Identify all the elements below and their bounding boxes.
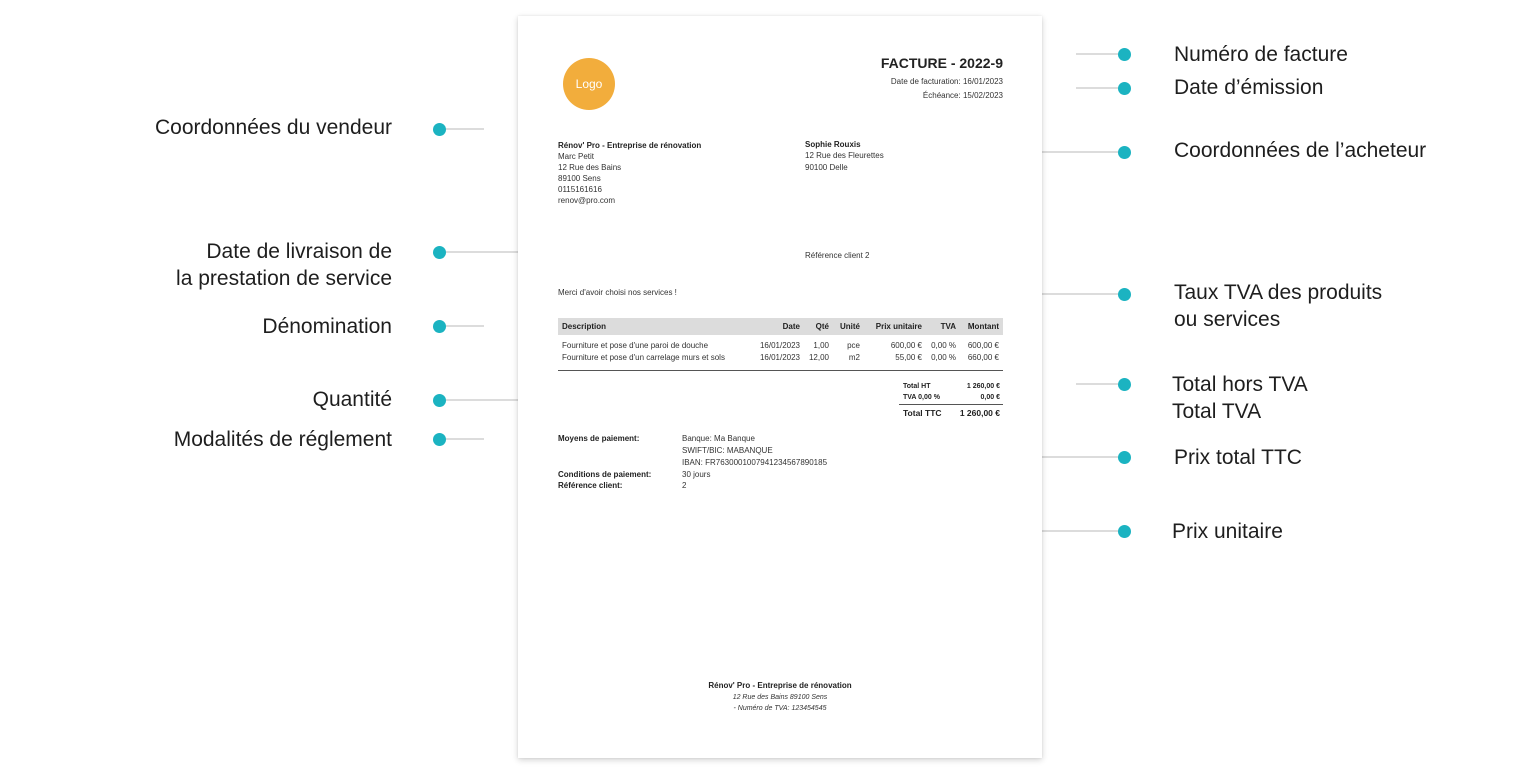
label-vat-rate-line1: Taux TVA des produits [1174, 281, 1383, 304]
payment-conditions-label: Conditions de paiement: [558, 470, 652, 479]
totals-divider [899, 404, 1003, 405]
label-payment-terms: Modalités de réglement [173, 428, 392, 451]
cell-date: 16/01/2023 [759, 353, 800, 362]
label-buyer-details: Coordonnées de l’acheteur [1174, 139, 1427, 162]
label-issue-date: Date d’émission [1174, 76, 1324, 99]
client-reference: Référence client 2 [805, 251, 870, 260]
buyer-name: Sophie Rouxis [805, 140, 861, 149]
seller-street: 12 Rue des Bains [558, 163, 622, 172]
marker-dot [1118, 451, 1131, 464]
seller-name: Rénov' Pro - Entreprise de rénovation [558, 141, 702, 150]
cell-unit: pce [847, 341, 860, 350]
col-unit: Unité [840, 322, 860, 331]
marker-dot [1118, 48, 1131, 61]
col-description: Description [562, 322, 607, 331]
seller-phone: 0115161616 [558, 185, 602, 194]
footer-company: Rénov' Pro - Entreprise de rénovation [708, 681, 852, 690]
payment-bank: Banque: Ma Banque [682, 434, 755, 443]
payment-iban: IBAN: FR7630001007941234567890185 [682, 458, 828, 467]
cell-vat: 0,00 % [931, 341, 956, 350]
seller-email: renov@pro.com [558, 196, 616, 205]
footer-address: 12 Rue des Bains 89100 Sens [732, 694, 828, 701]
footer-vat-number: - Numéro de TVA: 123454545 [733, 705, 827, 712]
total-tva-label: TVA 0,00 % [903, 394, 940, 401]
col-date: Date [782, 322, 800, 331]
thanks-message: Merci d'avoir choisi nos services ! [558, 288, 677, 297]
cell-amount: 600,00 € [967, 341, 999, 350]
marker-dot [1118, 146, 1131, 159]
total-ht-value: 1 260,00 € [966, 383, 1000, 390]
total-ttc-label: Total TTC [903, 408, 942, 418]
label-seller-details: Coordonnées du vendeur [154, 116, 392, 139]
marker-dot [1118, 525, 1131, 538]
label-unit-price: Prix unitaire [1172, 520, 1283, 543]
payment-swift: SWIFT/BIC: MABANQUE [682, 446, 773, 455]
payment-methods-label: Moyens de paiement: [558, 434, 640, 443]
label-total-tva: Total TVA [1172, 400, 1262, 423]
invoice-date: Date de facturation: 16/01/2023 [890, 77, 1003, 86]
payment-conditions-value: 30 jours [682, 470, 711, 479]
marker-dot [1118, 378, 1131, 391]
invoice-page [518, 16, 1042, 758]
marker-dot [1118, 288, 1131, 301]
label-delivery-date-line2: la prestation de service [176, 267, 392, 290]
label-invoice-number: Numéro de facture [1174, 43, 1348, 66]
company-logo: Logo [563, 58, 615, 110]
cell-date: 16/01/2023 [759, 341, 800, 350]
cell-unit-price: 55,00 € [895, 353, 922, 362]
col-unit-price: Prix unitaire [875, 322, 922, 331]
label-total-ttc: Prix total TTC [1174, 446, 1302, 469]
cell-quantity: 1,00 [813, 341, 829, 350]
label-quantity: Quantité [312, 388, 392, 411]
col-amount: Montant [967, 322, 999, 331]
cell-unit: m2 [848, 353, 860, 362]
label-denomination: Dénomination [262, 315, 392, 338]
table-header [558, 318, 1003, 335]
label-total-ht: Total hors TVA [1172, 373, 1308, 396]
marker-dot [1118, 82, 1131, 95]
col-quantity: Qté [815, 322, 829, 331]
cell-amount: 660,00 € [967, 353, 999, 362]
cell-description: Fourniture et pose d'une paroi de douche [562, 341, 709, 350]
marker-dot [433, 123, 446, 136]
label-delivery-date-line1: Date de livraison de [206, 240, 392, 263]
marker-dot [433, 320, 446, 333]
total-tva-value: 0,00 € [980, 394, 1000, 401]
buyer-city: 90100 Delle [805, 163, 848, 172]
col-vat: TVA [940, 322, 956, 331]
cell-description: Fourniture et pose d'un carrelage murs et sols [562, 353, 725, 362]
label-vat-rate-line2: ou services [1174, 308, 1281, 331]
total-ht-label: Total HT [903, 383, 931, 390]
invoice-title: FACTURE - 2022-9 [880, 55, 1003, 71]
buyer-street: 12 Rue des Fleurettes [805, 151, 884, 160]
marker-dot [433, 433, 446, 446]
seller-contact: Marc Petit [558, 152, 595, 161]
cell-quantity: 12,00 [808, 353, 829, 362]
seller-city: 89100 Sens [558, 174, 601, 183]
cell-vat: 0,00 % [931, 353, 956, 362]
payment-reference-value: 2 [682, 481, 687, 490]
marker-dot [433, 246, 446, 259]
due-date: Échéance: 15/02/2023 [922, 91, 1003, 100]
table-divider [558, 370, 1003, 371]
marker-dot [433, 394, 446, 407]
cell-unit-price: 600,00 € [890, 341, 922, 350]
total-ttc-value: 1 260,00 € [959, 408, 1000, 418]
payment-reference-label: Référence client: [558, 481, 623, 490]
